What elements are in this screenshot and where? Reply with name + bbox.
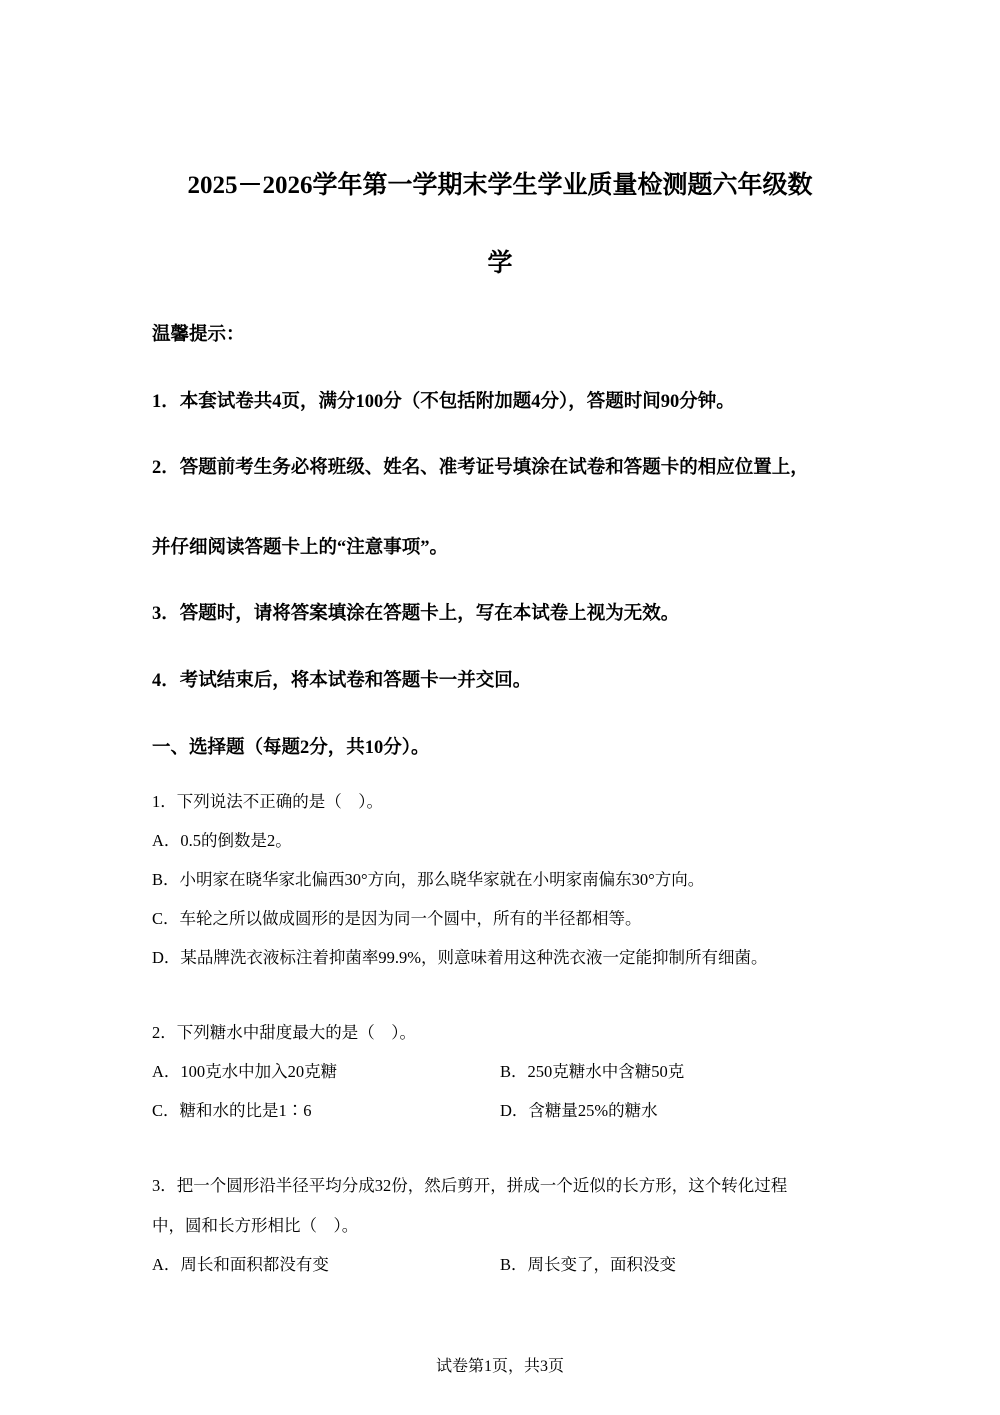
question-2-stem: 2．下列糖水中甜度最大的是（ ）。 bbox=[152, 1023, 416, 1042]
notice-heading: 温馨提示： bbox=[152, 325, 245, 345]
exam-title-line-2: 学 bbox=[487, 250, 513, 277]
notice-item-3: 3．答题时，请将答案填涂在答题卡上，写在本试卷上视为无效。 bbox=[152, 604, 680, 624]
question-1-option-c: C．车轮之所以做成圆形的是因为同一个圆中，所有的半径都相等。 bbox=[152, 909, 642, 928]
question-2-option-d: D．含糖量25%的糖水 bbox=[500, 1101, 658, 1120]
question-3-option-b: B．周长变了，面积没变 bbox=[500, 1255, 677, 1274]
question-2-option-b: B．250克糖水中含糖50克 bbox=[500, 1062, 685, 1081]
notice-item-4: 4．考试结束后，将本试卷和答题卡一并交回。 bbox=[152, 671, 532, 691]
question-3-stem-line-2: 中，圆和长方形相比（ ）。 bbox=[152, 1216, 359, 1235]
section-heading: 一、选择题（每题2分，共10分）。 bbox=[152, 738, 430, 758]
question-3-option-a: A．周长和面积都没有变 bbox=[152, 1255, 329, 1274]
exam-title-line-1: 2025－2026学年第一学期末学生学业质量检测题六年级数 bbox=[187, 172, 813, 199]
question-1-option-b: B．小明家在晓华家北偏西30°方向，那么晓华家就在小明家南偏东30°方向。 bbox=[152, 870, 705, 889]
question-2-option-c: C．糖和水的比是1∶6 bbox=[152, 1101, 312, 1120]
question-3-stem-line-1: 3．把一个圆形沿半径平均分成32份，然后剪开，拼成一个近似的长方形，这个转化过程 bbox=[152, 1176, 788, 1195]
question-1-option-a: A．0.5的倒数是2。 bbox=[152, 831, 292, 850]
page-footer: 试卷第1页，共3页 bbox=[435, 1358, 564, 1375]
question-2-option-a: A．100克水中加入20克糖 bbox=[152, 1062, 338, 1081]
question-1-stem: 1．下列说法不正确的是（ ）。 bbox=[152, 792, 383, 811]
notice-item-2: 2．答题前考生务必将班级、姓名、准考证号填涂在试卷和答题卡的相应位置上， bbox=[152, 458, 809, 478]
notice-item-1: 1．本套试卷共4页，满分100分（不包括附加题4分），答题时间90分钟。 bbox=[152, 392, 735, 412]
notice-item-2-continued: 并仔细阅读答题卡上的“注意事项”。 bbox=[152, 538, 449, 558]
question-1-option-d: D．某品牌洗衣液标注着抑菌率99.9%，则意味着用这种洗衣液一定能抑制所有细菌。 bbox=[152, 948, 768, 967]
